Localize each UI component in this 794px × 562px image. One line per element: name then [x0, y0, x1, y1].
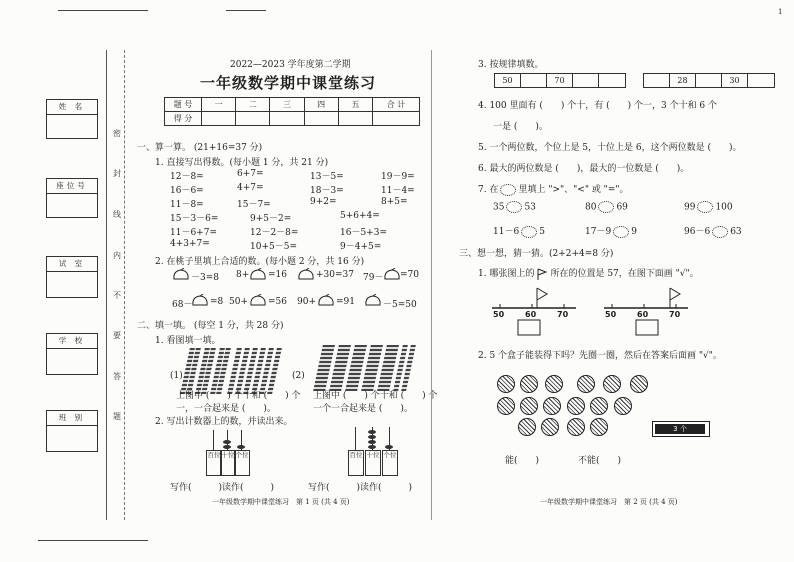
picture-1-label: (1) [170, 371, 183, 381]
peach-equation: =56 [268, 297, 287, 307]
ball-icon [520, 397, 538, 415]
box-3 [652, 421, 710, 437]
peach-equation: －3=8 [191, 273, 219, 283]
peach-equation: 8+ [236, 270, 250, 280]
compare-item[interactable]: 35 53 [493, 202, 536, 213]
score-header: 四 [304, 98, 338, 112]
question-4-cont[interactable]: 一是 ( )。 [493, 122, 548, 132]
question-3-2: 2. 5 个盒子能装得下吗？先圈一圈，然后在答案后面画 "√"。 [478, 351, 722, 361]
peach-equation: =16 [268, 270, 287, 280]
blank-cell[interactable] [573, 74, 599, 87]
calc-item[interactable]: 18－3= [310, 186, 344, 196]
calc-item[interactable]: 5+6+4= [340, 211, 380, 221]
school-year: 2022—2023 学年度第二学期 [230, 60, 351, 70]
peach-icon[interactable] [297, 268, 315, 281]
seal-word: 答 [113, 372, 121, 381]
ring-icon [506, 201, 522, 213]
ring-icon [613, 226, 629, 238]
peach-equation: 50+ [229, 297, 248, 307]
calc-item[interactable]: 16－6= [170, 186, 204, 196]
calc-item[interactable]: 13－5= [310, 172, 344, 182]
question-4[interactable]: 4. 100 里面有 ( ) 个十，有 ( ) 个一，3 个十和 6 个 [478, 101, 718, 111]
seal-word: 不 [113, 291, 121, 300]
peach-equation: 79－ [363, 273, 384, 283]
bottom-rule [38, 540, 148, 541]
ball-icon [497, 397, 515, 415]
ring-icon [500, 184, 516, 196]
score-label: 得 分 [165, 112, 202, 126]
compare-item[interactable]: 17－9 9 [585, 227, 637, 237]
ball-icon [518, 418, 536, 436]
name-box[interactable]: 姓 名 [46, 99, 98, 139]
ball-icon [567, 397, 585, 415]
compare-item[interactable]: 99 100 [684, 202, 733, 213]
peach-equation: =70 [400, 270, 419, 280]
peach-icon[interactable] [317, 294, 335, 307]
ring-icon [521, 226, 537, 238]
fill-line[interactable]: 一个一合起来是 ( )。 [313, 404, 413, 414]
sequence-1: 50 70 [494, 73, 626, 88]
compare-item[interactable]: 96－6 63 [684, 227, 742, 237]
ball-icon [497, 375, 515, 393]
score-header: 题 号 [165, 98, 202, 112]
peach-equation: +30=37 [316, 270, 354, 280]
footer-left: 一年级数学期中课堂练习 第 1 页 (共 4 页) [212, 498, 350, 506]
nl-label: 60 [637, 310, 649, 319]
ring-icon [697, 201, 713, 213]
calc-item[interactable]: 15－3－6= [170, 214, 219, 224]
calc-item[interactable]: 16－5+3= [340, 228, 387, 238]
footer-right: 一年级数学期中课堂练习 第 2 页 (共 4 页) [540, 498, 678, 506]
compare-item[interactable]: 80 69 [585, 202, 628, 213]
section-1-title: 一、算一算。 (21+16=37 分) [137, 143, 263, 153]
peach-equation: 90+ [297, 297, 316, 307]
fill-line[interactable]: 一，一合起来是 ( )。 [176, 404, 276, 414]
section-3-title: 三、想一想，猜一猜。(2+2+4=8 分) [459, 249, 614, 259]
compare-item[interactable]: 11－6 5 [493, 227, 545, 237]
peach-equation: =91 [336, 297, 355, 307]
ball-icon [543, 397, 561, 415]
calc-item[interactable]: 9－4+5= [340, 242, 382, 252]
score-header: 合 计 [373, 98, 420, 112]
nl-label: 50 [493, 310, 505, 319]
answer-can[interactable]: 能( ) [505, 456, 540, 466]
calc-item[interactable]: 4+7= [237, 183, 264, 193]
question-7: 7. 在 里填上 ">"、"<" 或 "="。 [478, 185, 629, 195]
nl-label: 60 [525, 310, 537, 319]
blank-cell[interactable] [644, 74, 670, 87]
score-cell[interactable] [270, 112, 304, 126]
peach-icon[interactable] [172, 268, 190, 281]
score-header: 三 [270, 98, 304, 112]
peach-equation: =8 [210, 297, 224, 307]
ball-icon [590, 418, 608, 436]
page-divider [431, 50, 432, 520]
calc-item[interactable]: 4+3+7= [170, 239, 210, 249]
calc-item[interactable]: 15－7= [237, 200, 271, 210]
seal-word: 密 [113, 129, 121, 138]
question-3-1: 1. 哪张图上的 所在的位置是 57，在图下面画 "√"。 [478, 269, 699, 279]
score-cell[interactable] [338, 112, 372, 126]
answer-cannot[interactable]: 不能( ) [578, 456, 622, 466]
ball-icon [603, 375, 621, 393]
question-1-2: 2. 在桃子里填上合适的数。(每小题 2 分，共 16 分) [155, 257, 365, 267]
peach-equation: 68－ [172, 300, 193, 310]
blank-cell[interactable] [521, 74, 547, 87]
write-read-1[interactable]: 写作( )读作( ) [170, 483, 275, 493]
blank-cell[interactable] [748, 74, 774, 87]
ball-icon [567, 418, 585, 436]
seat-box[interactable]: 座位号 [46, 178, 98, 218]
score-header: 二 [236, 98, 270, 112]
peach-icon[interactable] [364, 294, 382, 307]
seal-word: 题 [113, 412, 121, 421]
nl-label: 70 [669, 310, 681, 319]
page-title: 一年级数学期中课堂练习 [200, 74, 377, 92]
blank-cell[interactable] [696, 74, 722, 87]
score-cell[interactable] [373, 112, 420, 126]
calc-item[interactable]: 9+5－2= [250, 214, 292, 224]
ball-icon [590, 397, 608, 415]
calc-item[interactable]: 11－6+7= [170, 228, 217, 238]
ring-icon [598, 201, 614, 213]
seal-dash [124, 50, 125, 520]
peach-icon[interactable] [383, 268, 401, 281]
seal-line [106, 50, 107, 520]
peach-equation: －5=50 [383, 300, 417, 310]
ball-icon [541, 418, 559, 436]
blank-cell[interactable] [599, 74, 625, 87]
calc-item[interactable]: 11－8= [170, 200, 204, 210]
top-rule [58, 10, 148, 11]
question-1-1: 1. 直接写出得数。(每小题 1 分，共 21 分) [155, 158, 329, 168]
score-cell[interactable] [202, 112, 236, 126]
calc-item[interactable]: 11－4= [381, 186, 415, 196]
calc-item[interactable]: 12－8= [170, 172, 204, 182]
score-cell[interactable] [304, 112, 338, 126]
calc-item[interactable]: 8+5= [381, 197, 408, 207]
flag-icon [536, 268, 548, 280]
question-6[interactable]: 6. 最大的两位数是 ( )，最大的一位数是 ( )。 [478, 164, 690, 174]
nl-label: 50 [605, 310, 617, 319]
ball-icon [545, 375, 563, 393]
nl-label: 70 [557, 310, 569, 319]
seal-word: 封 [113, 169, 121, 178]
fill-line[interactable]: 上图中 ( ) 个十和 ( ) 个 [176, 391, 301, 401]
write-read-2[interactable]: 写作( )读作( ) [308, 483, 413, 493]
score-header: 一 [202, 98, 236, 112]
calc-item[interactable]: 19－9= [381, 172, 415, 182]
section-2-title: 二、填一填。 (每空 1 分，共 28 分) [137, 321, 284, 331]
ball-icon [520, 375, 538, 393]
peach-icon[interactable] [191, 294, 209, 307]
school-box[interactable]: 学 校 [46, 333, 98, 375]
calc-item[interactable]: 12－2－8= [250, 228, 299, 238]
room-box[interactable]: 试 室 [46, 256, 98, 298]
seal-word: 线 [113, 210, 121, 219]
box-label: 3 个 [655, 424, 705, 434]
fill-line[interactable]: 上图中 ( ) 个十和 ( ) 个 [313, 391, 438, 401]
score-table [164, 97, 420, 126]
ball-icon [614, 397, 632, 415]
question-2-1: 1. 看图填一填。 [155, 336, 221, 346]
class-box[interactable]: 班 别 [46, 410, 98, 452]
picture-2-label: (2) [292, 371, 305, 381]
peach-icon[interactable] [249, 268, 267, 281]
peach-icon[interactable] [249, 294, 267, 307]
question-5[interactable]: 5. 一个两位数，个位上是 5，十位上是 6，这个两位数是 ( )。 [478, 143, 742, 153]
ball-icon [577, 375, 595, 393]
ring-icon [712, 226, 728, 238]
top-rule [226, 10, 266, 11]
seal-word: 要 [113, 331, 121, 340]
calc-item[interactable]: 9+2= [310, 197, 337, 207]
ball-icon [630, 375, 648, 393]
score-header: 五 [338, 98, 372, 112]
sequence-2: 28 30 [643, 73, 775, 88]
question-2-2: 2. 写出计数器上的数，并读出来。 [155, 417, 293, 427]
calc-item[interactable]: 6+7= [237, 169, 264, 179]
score-cell[interactable] [236, 112, 270, 126]
calc-item[interactable]: 10+5－5= [250, 242, 297, 252]
question-3: 3. 按规律填数。 [478, 60, 544, 70]
seal-word: 内 [113, 251, 121, 260]
page-mark: 1 [778, 8, 783, 16]
